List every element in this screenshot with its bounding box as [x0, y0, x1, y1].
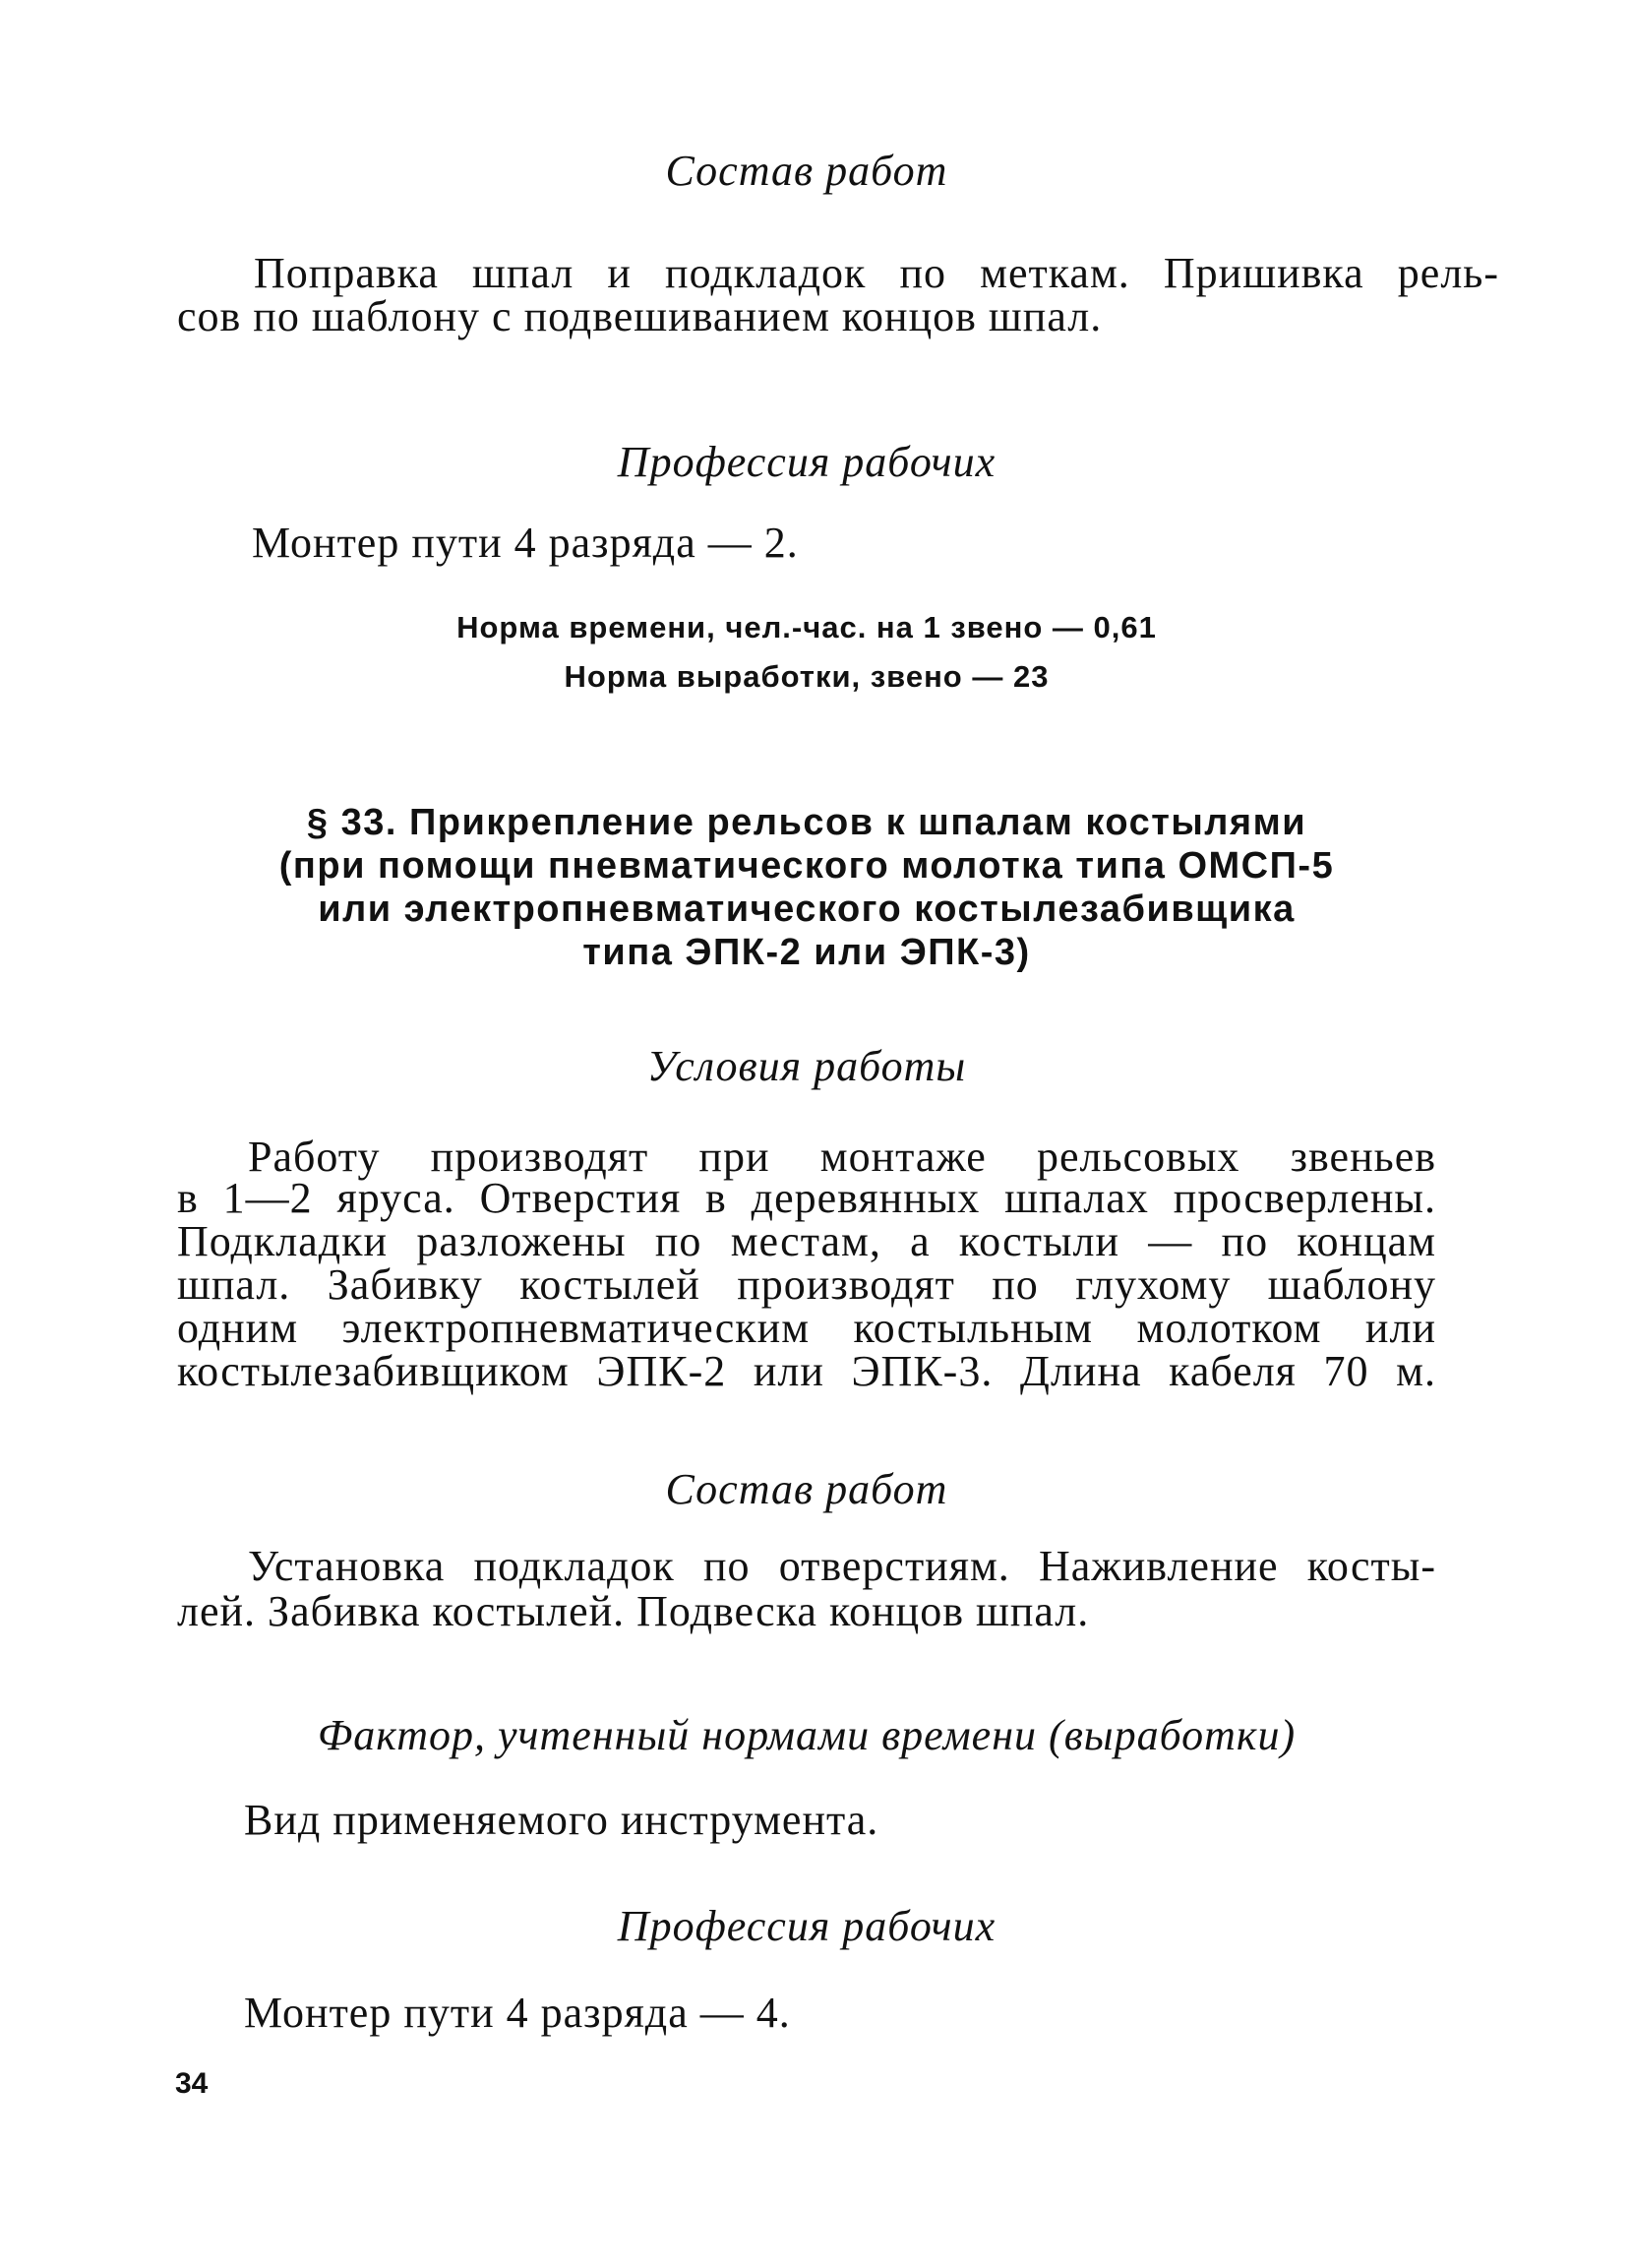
section-title-line: типа ЭПК-2 или ЭПК-3) — [582, 932, 1031, 973]
composition-heading: Состав работ — [665, 1465, 948, 1513]
paragraph-line: лей. Забивка костылей. Подвеска концов шпал. — [177, 1587, 1090, 1635]
paragraph-line: шпал. Забивку костылей производят по глухому шаблону — [177, 1260, 1436, 1309]
paragraph-line: Установка подкладок по отверстиям. Наживление косты- — [248, 1542, 1436, 1590]
composition-paragraph-top — [254, 249, 1499, 297]
paragraph-line: в 1—2 яруса. Отверстия в деревянных шпалах просверлены. — [177, 1174, 1436, 1222]
factor-text: Вид применяемого инструмента. — [244, 1796, 879, 1844]
profession-text-top: Монтер пути 4 разряда — 2. — [252, 519, 799, 567]
paragraph-line: одним электропневматическим костыльным молотком или — [177, 1304, 1436, 1352]
profession-heading: Профессия рабочих — [617, 1902, 997, 1950]
section-title — [177, 801, 1436, 974]
section-title-line: (при помощи пневматического молотка типа ОМСП-5 — [278, 845, 1335, 887]
paragraph-line: Работу производят при монтаже рельсовых звеньев — [248, 1133, 1436, 1181]
paragraph-line: сов по шаблону с подвешиванием концов шпал. — [177, 292, 1103, 340]
page-number: 34 — [175, 2067, 209, 2100]
paragraph-line: костылезабивщиком ЭПК-2 или ЭПК-3. Длина кабеля 70 м. — [177, 1347, 1436, 1395]
paragraph-line: Подкладки разложены по местам, а костыли — по концам — [177, 1217, 1436, 1265]
section-title-line: или электропневматического костылезабивщика — [318, 889, 1296, 930]
composition-heading-top: Состав работ — [665, 147, 948, 195]
factor-heading: Фактор, учтенный нормами времени (выработки) — [317, 1711, 1297, 1759]
conditions-heading: Условия работы — [646, 1042, 967, 1090]
conditions-paragraph — [177, 1174, 1436, 1395]
output-norm: Норма выработки, звено — 23 — [564, 659, 1050, 694]
profession-text: Монтер пути 4 разряда — 4. — [244, 1989, 791, 2037]
section-title-line: § 33. Прикрепление рельсов к шпалам костылями — [306, 802, 1307, 843]
time-norm: Норма времени, чел.-час. на 1 звено — 0,61 — [456, 610, 1157, 644]
profession-heading-top: Профессия рабочих — [617, 438, 997, 486]
paragraph-line: Поправка шпал и подкладок по меткам. Пришивка рель- — [254, 249, 1499, 297]
